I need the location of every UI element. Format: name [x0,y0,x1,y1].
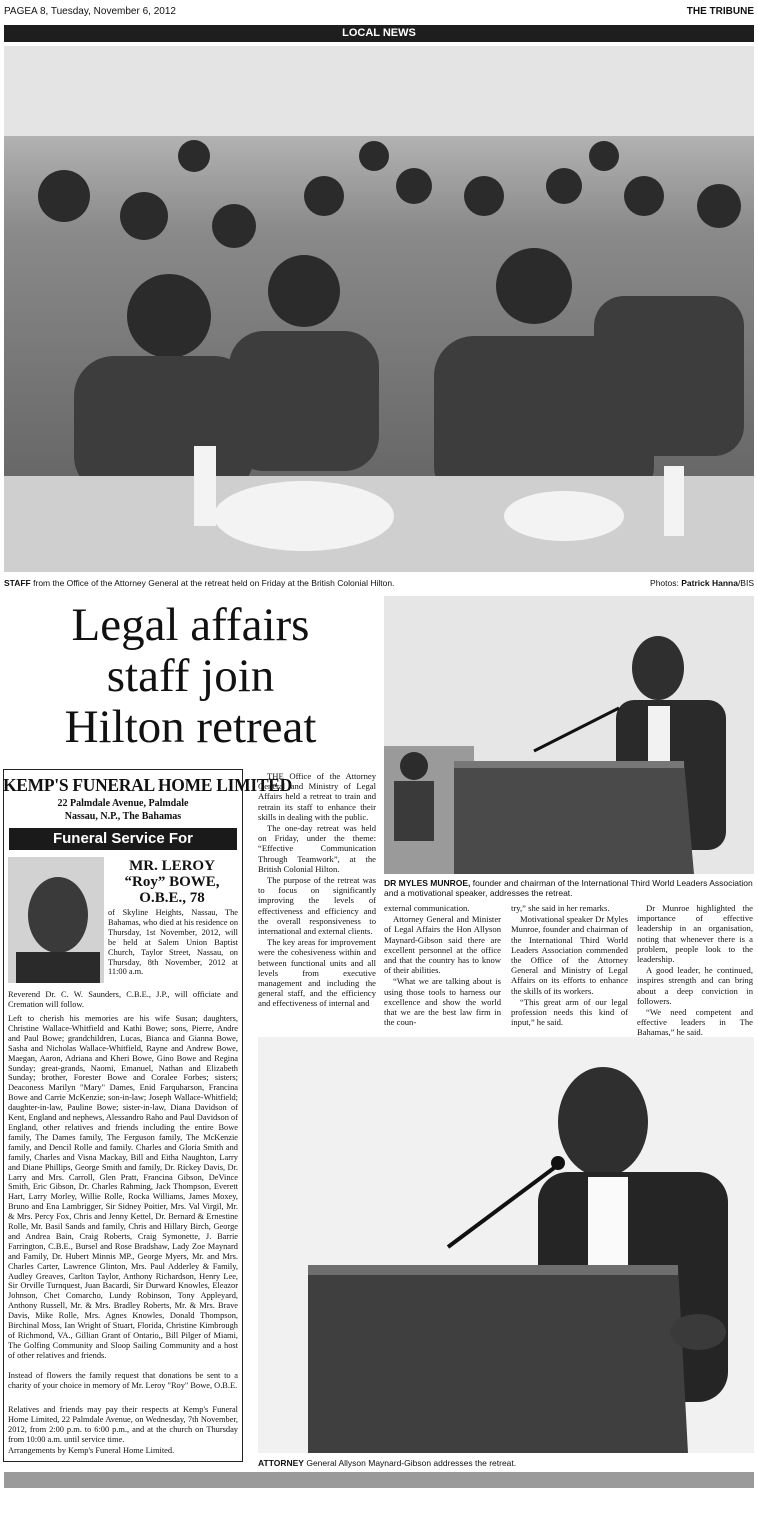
attorney-photo-caption [258,1458,754,1468]
funeral-viewing: Relatives and friends may pay their respects at Kemp's Funeral Home Limited, 22 Palmdale Avenue, on Wednesday, 7th November, 2012, from 2:00 p.m. to 6:00 p.m., and at the church on Thursday from 10:00 a.m. until service time. [8,1405,238,1444]
headline-line-1: Legal affairs [71,599,310,651]
caption-text: from the Office of the Attorney General at the retreat held on Friday at the British Colonial Hilton. [33,578,395,588]
article-paragraph: try,” she said in her remarks. [511,903,610,913]
funeral-home-name: KEMP'S FUNERAL HOME LIMITED [3,775,292,795]
funeral-home-address-1: 22 Palmdale Avenue, Palmdale [57,798,189,809]
article-column-4 [637,903,753,1039]
funeral-home-address-2: Nassau, N.P., The Bahamas [64,811,182,822]
funeral-intro: of Skyline Heights, Nassau, The Bahamas, who died at his residence on Thursday, 1st November, 2012, will be held at Salem Union Baptist Church, Taylor Street, Nassau, on Thursday, 8th November, 2012 at 11:00 a.m. [108,908,239,977]
caption-lead: ATTORNEY [258,1458,304,1468]
munroe-speaking-photo [384,596,754,874]
deceased-name-line-3: O.B.E., 78 [139,890,205,906]
article-paragraph: The purpose of the retreat was to focus on significantly improving the levels of effectiveness and efficiency and the overall responsiveness to international and external clients. [258,875,376,937]
article-paragraph: A good leader, he continued, inspires strength and can bring about a deep conviction in followers. [637,965,753,1006]
caption-text: General Allyson Maynard-Gibson addresses the retreat. [306,1458,517,1468]
article-paragraph: THE Office of the Attorney General and Ministry of Legal Affairs held a retreat to train and retrain its staff to enhance their skills in dealing with the public. [258,771,376,822]
page-date: PAGEA 8, Tuesday, November 6, 2012 [4,6,176,17]
page-folio [4,6,754,20]
article-paragraph: The key areas for improvement were the cohesiveness within and between functional units and all levels from executive management and including the general staff, and the efficiency and effectiveness of internal and [258,937,376,1009]
deceased-name-line-1: MR. LEROY [129,858,215,874]
article-paragraph: Dr Munroe highlighted the importance of effective leadership in an organisation, noting that whenever there is a problem, people look to the leadership. [637,903,753,965]
article-column-1 [258,771,376,1010]
retreat-audience-photo [4,46,754,572]
funeral-service-banner: Funeral Service For [9,828,237,850]
headline-line-2: staff join [106,650,275,702]
caption-lead: STAFF [4,578,31,588]
caption-lead: DR MYLES MUNROE, [384,878,471,888]
headline-line-3: Hilton retreat [64,701,317,753]
funeral-officiant: Reverend Dr. C. W. Saunders, C.B.E., J.P., will officiate and Cremation will follow. [8,990,238,1009]
munroe-photo-caption [384,878,754,898]
photo-credit [650,578,754,588]
article-paragraph: “What we are talking about is using those tools to harness our excellence and show the world that we are the best law firm in the coun- [384,976,501,1028]
section-bar: LOCAL NEWS [4,25,754,42]
funeral-survivors: Left to cherish his memories are his wife Susan; daughters, Christine Wallace-Whitfield and Kathi Bowe; sons, Pierre, Andre and Paul Bowe; grandchildren, Lucas, Bianca and Gianna Bowe, Sasha and Nicholas Wallace-Whitfield, Rayne and Andrew Bowe, Maegan, Aaron, Adriana and Kheri Bowe, Gino Bowe and Regina Sunday; great-grands, Naomi, Emanuel, Nathan and Elizabeth Sunday; brother, Forester Bowe and Coralee Forbes; sisters; Deaconess Marilyn "Mary" Dames, Enid Farquharson, Francina Bowe and Carrie McKenzie; son-in-law; Joseph Wallace-Whitfield; daughter-in-law, Pauline Bowe; sister-in-law, Diana Davidson of Kent, England and nephews, Alessandro Raho and Paul Davidson of England, other relatives and friends including the entire Bowe family, The Dames family, The Ferguson family, The McKenzie family, and Dencil Rolle and family. Charles and Gloria Smith and family, Charles and Visna Mackay, Bill and Eitha Naughton, Larry and Diane Phillips, George Smith and family, Dr. Rickey Davis, Dr. Larry and Mrs. Carroll, Glen Pratt, Francina Gibson, DeVince Smith, Eric Gibson, Dr. Charles Rahming, Jack Thompson, Everett Hart, Larry Morley, Willie Rolle, Rocka Williams, James Moxey, Bruno and Ena Lambrigger, Sir Sidney Poitier, Mrs. Val Virgil, Mr. & Mrs. Percy Fox, Chris and Jenny Kettel, Dr. Bernard & Ernestine Rolle, Mr. Basil Sands and family, Chris and Hillary Birch, George and Andrea Bain, Craig Roberts, Craig Symonette, J. Barrie Farrington, C.B.E., Bursel and Rose Bradshaw, Lady Zoe Maynard and Family, Dr. Hubert Minnis MP., George Myers, Mr. and Mrs. Charles Carter, Lawrence Glinton, Mrs. Paul Adderley & Family, Audley Greaves, Carlton Taylor, Anthony Richardson, Henry Lee, Sir Orville Turnquest, Juan Bacardi, Sir Durward Knowles, Eleazor Johnson, Chet Comarcho, Lundy Robinson, Tony Appleyard, Anthony Russell, Mr. & Mrs. Bradley Roberts, Mr. & Mrs. Brave Davis, Mike Rolle, Mrs. Agnes Knowles, Donald Thompson, Birchinal Moss, Ian Wright of Stuart, Florida, Christine Kimbrough of Richmond, VA., Gillian Grant of Ontario,, Bill Pilger of Miami, The Golfing Community and Sloop Sailing Community and a host of other relatives and friends. [8,1014,238,1360]
article-column-2 [384,903,501,1028]
footer-bar [4,1472,754,1488]
funeral-donations: Instead of flowers the family request that donations be sent to a charity of your choice in memory of Mr. Leroy "Roy" Bowe, O.B.E. [8,1371,238,1390]
funeral-arrangements: Arrangements by Kemp's Funeral Home Limited. [8,1446,175,1455]
article-column-3 [511,903,628,1028]
headline [8,600,373,753]
article-paragraph: The one-day retreat was held on Friday, under the theme: “Effective Communication Through Teamwork”, at the British Colonial Hilton. [258,823,376,874]
article-paragraph: “We need competent and effective leaders in The Bahamas,” he said. [637,1007,753,1038]
article-paragraph: Motivational speaker Dr Myles Munroe, founder and chairman of the International Third World Leaders Association commended the Office of the Attorney General and Ministry of Legal Affairs on its efforts to enhance the skills of its workers. [511,914,628,996]
article-paragraph: Attorney General and Minister of Legal Affairs the Hon Allyson Maynard-Gibson said there are excellent personnel at the office and that the country has to know of their abilities. [384,914,501,976]
deceased-portrait [8,857,104,983]
credit-prefix: Photos: [650,578,679,588]
top-photo-caption [4,578,544,588]
credit-suffix: /BIS [737,578,754,588]
deceased-name-line-2: “Roy” BOWE, [124,874,220,890]
publication-name: THE TRIBUNE [686,6,754,17]
caption-text: founder and chairman of the International Third World Leaders Association and a motivational speaker, addresses the retreat. [384,878,753,898]
article-paragraph: external communication. [384,903,470,913]
article-paragraph: “This great arm of our legal profession needs this kind of input,” he said. [511,996,628,1028]
credit-name: Patrick Hanna [681,578,738,588]
attorney-general-photo [258,1037,754,1453]
